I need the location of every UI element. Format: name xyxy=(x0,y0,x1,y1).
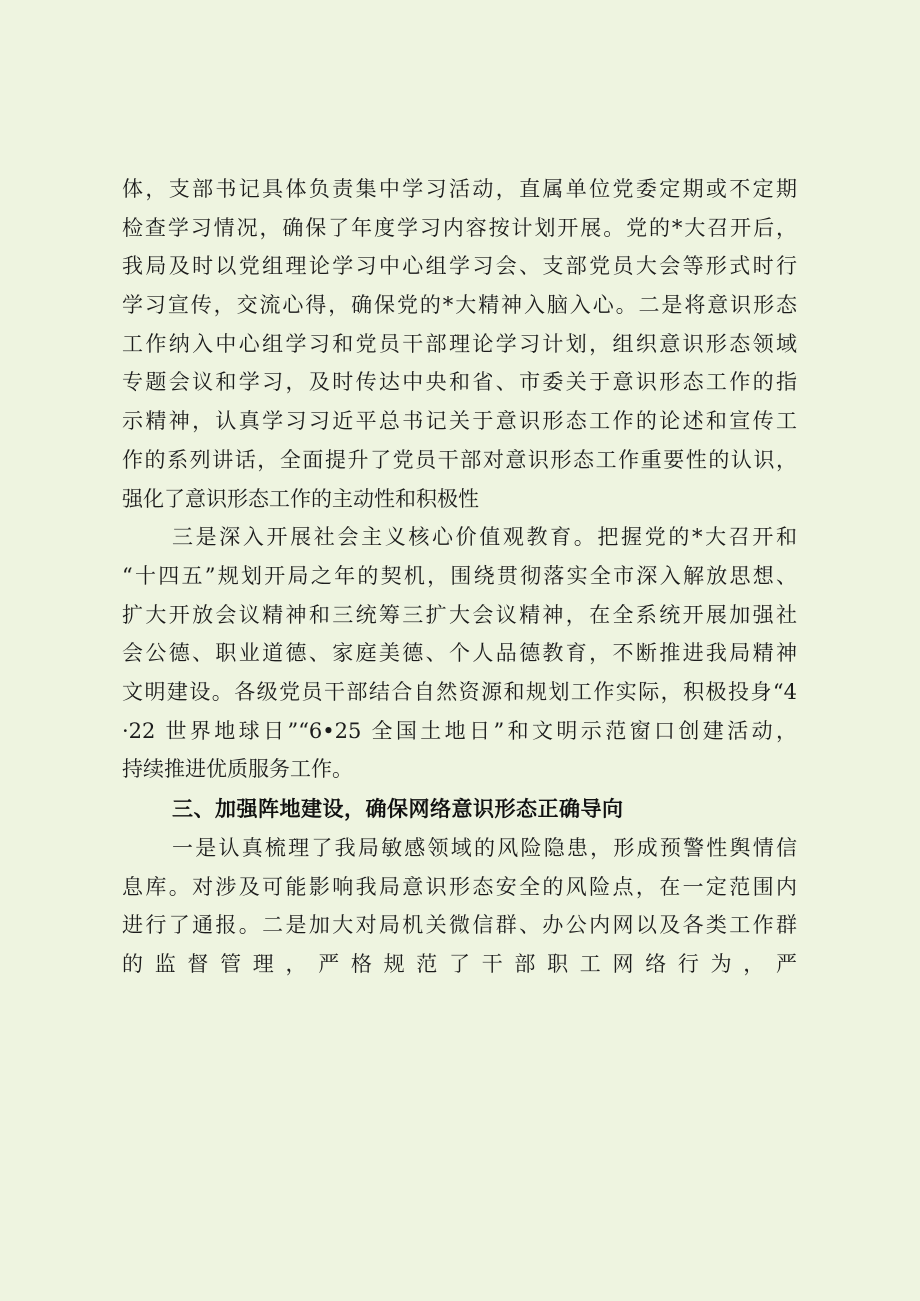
text-line: 文明建设。各级党员干部结合自然资源和规划工作实际，积极投身“4 xyxy=(122,679,797,704)
paragraph-1 xyxy=(122,170,797,518)
text-line: 持续推进优质服务工作。 xyxy=(122,757,353,782)
document-page xyxy=(122,170,797,984)
text-line: 检查学习情况，确保了年度学习内容按计划开展。党的*大召开后， xyxy=(122,215,797,240)
text-line: 三是深入开展社会主义核心价值观教育。把握党的*大召开和 xyxy=(172,525,797,550)
text-line: ·22 世界地球日”“6•25 全国土地日”和文明示范窗口创建活动， xyxy=(122,718,797,743)
text-line: 示精神，认真学习习近平总书记关于意识形态工作的论述和宣传工 xyxy=(122,409,797,434)
text-line: 进行了通报。二是加大对局机关微信群、办公内网以及各类工作群 xyxy=(122,913,797,938)
text-line: 体，支部书记具体负责集中学习活动，直属单位党委定期或不定期 xyxy=(122,177,797,201)
text-line: 作的系列讲话，全面提升了党员干部对意识形态工作重要性的认识， xyxy=(122,447,797,472)
paragraph-2 xyxy=(122,518,797,789)
text-line: 的监督管理，严格规范了干部职工网络行为，严 xyxy=(122,952,797,977)
paragraph-3 xyxy=(122,829,797,984)
text-line: 学习宣传，交流心得，确保党的*大精神入脑入心。二是将意识形态 xyxy=(122,293,797,318)
text-line: 息库。对涉及可能影响我局意识形态安全的风险点，在一定范围内 xyxy=(122,874,797,899)
text-line: 专题会议和学习，及时传达中央和省、市委关于意识形态工作的指 xyxy=(122,370,797,395)
text-line: 我局及时以党组理论学习中心组学习会、支部党员大会等形式时行 xyxy=(122,254,797,279)
text-line: 扩大开放会议精神和三统筹三扩大会议精神，在全系统开展加强社 xyxy=(122,602,797,627)
text-line: “十四五”规划开局之年的契机，围绕贯彻落实全市深入解放思想、 xyxy=(122,563,797,588)
text-line: 强化了意识形态工作的主动性和积极性 xyxy=(122,486,479,511)
section-heading: 三、加强阵地建设，确保网络意识形态正确导向 xyxy=(172,797,624,821)
text-line: 工作纳入中心组学习和党员干部理论学习计划，组织意识形态领域 xyxy=(122,331,797,356)
text-line: 会公德、职业道德、家庭美德、个人品德教育，不断推进我局精神 xyxy=(122,641,797,666)
text-line: 一是认真梳理了我局敏感领域的风险隐患，形成预警性舆情信 xyxy=(172,836,797,860)
